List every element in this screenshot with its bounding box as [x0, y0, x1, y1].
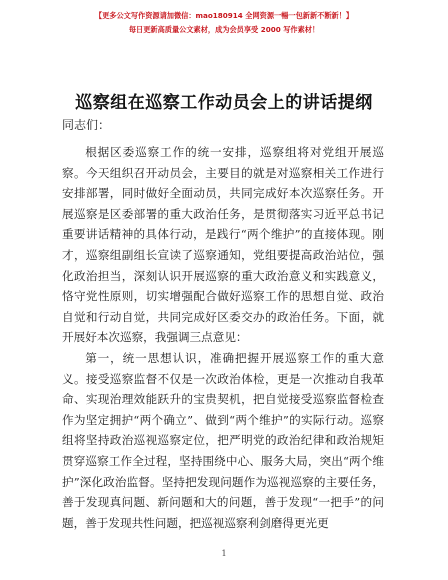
paragraph-1: 根据区委巡察工作的统一安排，巡察组将对党组开展巡察。今天组织召开动员会，主要目的就是对巡察相关工作进行安排部署，同时做好全面动员，共同完成好本次巡察任务。开展巡察是区委部署的重大政治任务，是贯彻落实习近平总书记重要讲话精神的具体行动，是践行“两个维护”的直接体现。刚才，巡察组副组长宣读了巡察通知，党组要提高政治站位，强化政治担当，深刻认识开展巡察的重大政治意义和实践意义，恪守党性原则，切实增强配合做好巡察工作的思想自觉、政治自觉和行动自觉，共同完成好区委交办的政治任务。下面，就开展好本次巡察，我强调三点意见：	[62, 145, 384, 345]
document-title: 巡察组在巡察工作动员会上的讲话提纲	[75, 93, 373, 113]
promo-banner	[0, 10, 448, 36]
document-body	[62, 142, 384, 533]
paragraph-2: 第一，统一思想认识，准确把握开展巡察工作的重大意义。接受巡察监督不仅是一次政治体检，更是一次推动自我革命、实现治理效能跃升的宝贵契机，把自觉接受巡察监督检查作为坚定拥护“两个确立”、做到“两个维护”的实际行动。巡察组将坚持政治巡视巡察定位，把严明党的政治纪律和政治规矩贯穿巡察工作全过程，坚持围绕中心、服务大局，突出“两个维护”深化政治监督。坚持把发现问题作为巡视巡察的主要任务，善于发现真问题、新问题和大的问题，善于发现“一把手”的问题，善于发现共性问题，把巡视巡察利剑磨得更光更	[62, 350, 384, 530]
promo-banner-line-1: 【更多公文写作资源请加微信：mao180914 全网资源一暢一包新新不断新！】	[94, 11, 354, 20]
page-number: 1	[221, 549, 227, 558]
promo-banner-line-2: 每日更新高质量公文素材，成为会员享受 2000 写作素材！	[128, 25, 320, 34]
salutation: 同志们：	[62, 118, 111, 132]
